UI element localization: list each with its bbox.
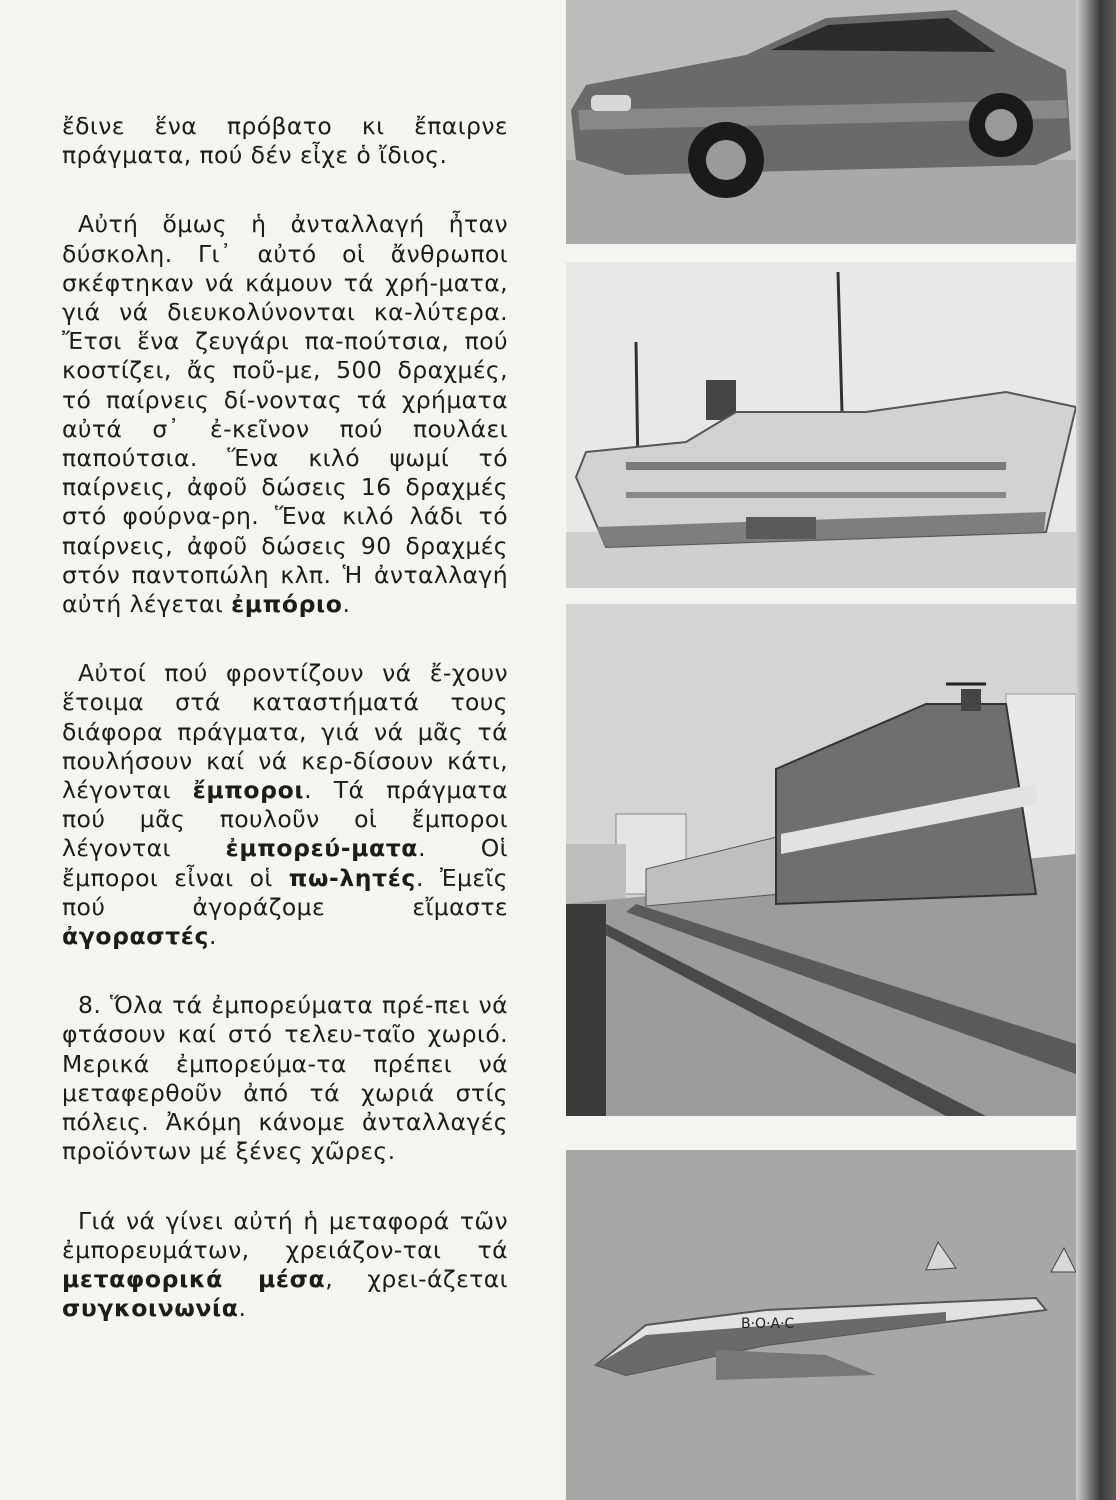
- text-run: . Τά πράγματα πού μᾶς πουλοῦν οἱ ἔμποροι λέγονται: [62, 776, 508, 863]
- airplane-photo: [566, 1150, 1076, 1500]
- paragraph-4: [62, 991, 508, 1166]
- text-run: . Οἱ ἔμποροι εἶναι οἱ: [62, 834, 508, 892]
- bold-term: ἔμποροι: [192, 776, 305, 805]
- text-run: , χρει-​άζεται: [325, 1264, 508, 1293]
- paragraph-5: [62, 1207, 508, 1324]
- text-run: .: [208, 922, 217, 951]
- text-run: ἔδινε ἕνα πρόβατο κι ἔπαιρνε πράγματα, πού δέν εἶχε ὁ ἴδιος.: [62, 112, 508, 170]
- text-run: . Ἐμεῖς πού ἀγοράζομε εἴμαστε: [62, 863, 508, 921]
- book-page-edge: [1076, 0, 1116, 1500]
- ship-photo: [566, 262, 1076, 588]
- paragraph-3: [62, 659, 508, 951]
- bold-term: ἐμπορεύ-​ματα: [225, 834, 419, 863]
- text-run: .: [238, 1294, 247, 1323]
- car-photo: [566, 0, 1076, 244]
- train-photo: [566, 604, 1076, 1116]
- text-run: Αὐτοί πού φροντίζουν νά ἔ-​χουν ἕτοιμα στά καταστήματά τους διάφορα πράγματα, γιά νά μᾶς τά πουλήσουν καί νά κερ-​δίσουν κάτι, λέγονται: [62, 659, 508, 805]
- text-run: 8. Ὅλα τά ἐμπορεύματα πρέ-​πει νά φτάσουν καί στό τελευ-​ταῖο χωριό. Μερικά ἐμπορεύμα-​τα πρέπει νά μεταφερθοῦν ἀπό τά χωριά στίς πόλεις. Ἀκόμη κάνομε ἀνταλλαγές προϊόντων μέ ξένες χῶρες.: [62, 991, 508, 1166]
- bold-term: ἐμπόριο: [231, 590, 343, 619]
- text-column: [62, 112, 508, 1363]
- bold-term: πω-​λητές: [288, 863, 416, 892]
- text-run: .: [342, 590, 351, 619]
- paragraph-2: [62, 210, 508, 619]
- text-run: Αὐτή ὅμως ἡ ἀνταλλαγή ἦταν δύσκολη. Γι᾽ αὐτό οἱ ἄνθρωποι σκέφτηκαν νά κάμουν τά χρή-​ματα, γιά νά διευκολύνονται κα-​λύτερα. Ἔτσι ἕνα ζευγάρι πα-​πούτσια, πού κοστίζει, ἄς ποῦ-​με, 500 δραχμές, τό παίρνεις δί-​νοντας τά χρήματα αὐτά σ᾽ ἐ-​κεῖνον πού πουλάει παπούτσια. Ἕνα κιλό ψωμί τό παίρνεις, ἀφοῦ δώσεις 16 δραχμές στό φούρνα-​ρη. Ἕνα κιλό λάδι τό παίρνεις, ἀφοῦ δώσεις 90 δραχμές στόν παντοπώλη κλπ. Ἡ ἀνταλλαγή αὐτή λέγεται: [62, 210, 508, 619]
- bold-term: ἀγοραστές: [62, 922, 209, 951]
- paragraph-1: [62, 112, 508, 170]
- bold-term: μεταφορικά μέσα: [62, 1264, 326, 1293]
- airline-livery: B·O·A·C: [741, 1316, 795, 1332]
- bold-term: συγκοινωνία: [62, 1294, 239, 1323]
- text-run: Γιά νά γίνει αὐτή ἡ μεταφορά τῶν ἐμπορευμάτων, χρειάζον-​ται τά: [62, 1206, 508, 1264]
